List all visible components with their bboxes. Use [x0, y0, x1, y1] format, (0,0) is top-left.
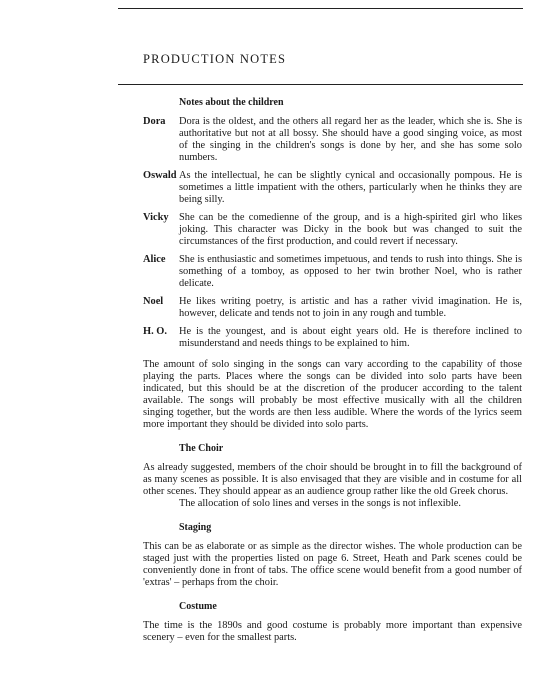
character-entry-ho: [143, 326, 522, 350]
children-heading: Notes about the children: [179, 97, 284, 108]
staging-heading: Staging: [179, 522, 212, 533]
character-entry-alice: [143, 254, 522, 290]
character-entry-vicky: [143, 212, 522, 248]
staging-paragraph: This can be as elaborate or as simple as the director wishes. The whole production can be staged just with the properties listed on page 6. Street, Heath and Park scenes could be conveniently done in front of tabs. The office scene would benefit from a good number of 'extras' – perhaps from the choir.: [143, 541, 522, 588]
choir-paragraph: As already suggested, members of the choir should be brought in to fill the background of as many scenes as possible. It is also envisaged that they are visible and in costume for all other scenes. They should appear as an audience group rather like the old Greek chorus.: [143, 462, 522, 497]
character-name: Oswald: [143, 170, 177, 181]
character-description: As the intellectual, he can be slightly cynical and occasionally pompous. He is sometimes a little impatient with the others, particularly when he thinks they are being silly.: [179, 170, 522, 205]
character-description: She can be the comedienne of the group, and is a high-spirited girl who likes joking. This character was Dicky in the book but was changed to suit the circumstances of the first production, and could revert if necessary.: [179, 212, 522, 247]
character-description: He is the youngest, and is about eight years old. He is therefore inclined to misunderstand and needs things to be explained to him.: [179, 326, 522, 349]
character-entry-dora: [143, 116, 522, 164]
solo-singing-paragraph: The amount of solo singing in the songs can vary according to the capability of those playing the parts. Places where the songs can be divided into solo parts have been indicated, but this should be at the discretion of the producer according to the talent available. The songs will probably be most effective musically with all the children singing together, but the words are then less audible. Where the words of the lyrics seem more important they should be divided into solo parts.: [143, 359, 522, 430]
character-entry-noel: [143, 296, 522, 320]
character-description: He likes writing poetry, is artistic and has a rather vivid imagination. He is, however, delicate and tends not to join in any rough and tumble.: [179, 296, 522, 319]
character-name: H. O.: [143, 326, 167, 337]
top-rule: [118, 8, 523, 9]
character-name: Dora: [143, 116, 166, 127]
page-title: PRODUCTION NOTES: [143, 52, 287, 66]
notes-body: [143, 97, 522, 653]
costume-heading: Costume: [179, 601, 217, 612]
character-description: She is enthusiastic and sometimes impetuous, and tends to rush into things. She is something of a tomboy, as opposed to her twin brother Noel, who is rather delicate.: [179, 254, 522, 289]
title-rule: [118, 84, 523, 85]
character-description: Dora is the oldest, and the others all regard her as the leader, which she is. She is authoritative but not at all bossy. She should have a good singing voice, as most of the singing in the children's songs is done by her, and she has some solo numbers.: [179, 116, 522, 163]
character-name: Alice: [143, 254, 166, 265]
character-name: Noel: [143, 296, 164, 307]
costume-paragraph: The time is the 1890s and good costume is probably more important than expensive scenery – even for the smallest parts.: [143, 620, 522, 643]
character-name: Vicky: [143, 212, 169, 223]
choir-heading: The Choir: [179, 443, 224, 454]
character-entry-oswald: [143, 170, 522, 206]
choir-allocation-paragraph: The allocation of solo lines and verses in the songs is not inflexible.: [179, 498, 461, 509]
